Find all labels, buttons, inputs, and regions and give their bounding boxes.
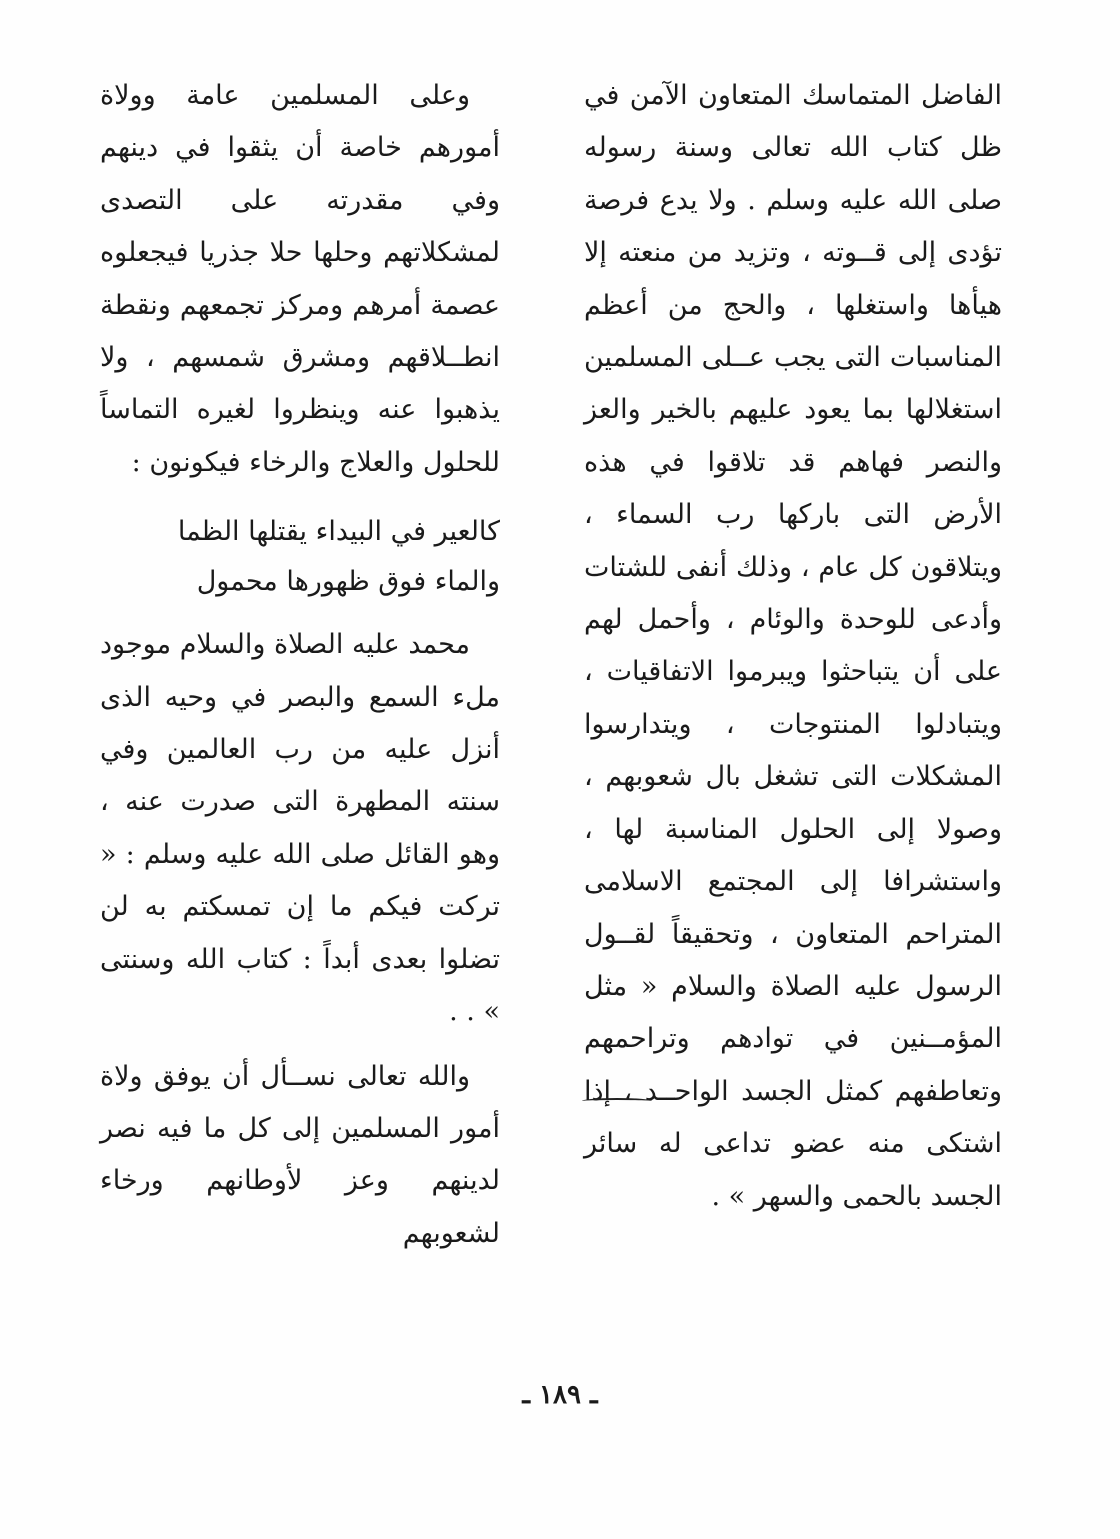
- left-column-paragraph-1: وعلى المسلمين عامة وولاة أمورهم خاصة أن يثقوا في دينهم وفي مقدرته على التصدى لمشكلاتهم وحلها حلا جذريا فيجعلوه عصمة أمرهم ومركز تجمعهم ونقطة انطــلاقهم ومشرق شمسهم ، ولا يذهبوا عنه وينظروا لغيره التماساً للحلول والعلاج والرخاء فيكونون :: [100, 80, 500, 478]
- poem-line-1: كالعير في البيداء يقتلها الظما: [177, 516, 500, 548]
- left-column-paragraph-2: محمد عليه الصلاة والسلام موجود ملء السمع والبصر في وحيه الذى أنزل عليه من رب العالمين وفي سنته المطهرة التى صدرت عنه ، وهو القائل صلى الله عليه وسلم : « تركت فيكم ما إن تمسكتم به لن تضلوا بعدى أبداً : كتاب الله وسنتى » . .: [100, 629, 500, 1028]
- right-text-column: [584, 70, 1002, 1223]
- page-number: ـ ١٨٩ ـ: [522, 1380, 598, 1410]
- left-column-paragraph-3: والله تعالى نســأل أن يوفق ولاة أمور المسلمين إلى كل ما فيه نصر لدينهم وعز لأوطانهم ورخاء لشعوبهم: [100, 1060, 500, 1249]
- poem-line-2: والماء فوق ظهورها محمول: [196, 566, 500, 598]
- margin-pen-mark: [582, 1098, 652, 1104]
- right-column-paragraph: الفاضل المتماسك المتعاون الآمن في ظل كتاب الله تعالى وسنة رسوله صلى الله عليه وسلم . ولا يدع فرصة تؤدى إلى قــوته ، وتزيد من منعته إلا هيأها واستغلها ، والحج من أعظم المناسبات التى يجب عــلى المسلمين استغلالها بما يعود عليهم بالخير والعز والنصر فهاهم قد تلاقوا في هذه الأرض التى باركها رب السماء ، ويتلاقون كل عام ، وذلك أنفى للشتات وأدعى للوحدة والوئام ، وأحمل لهم على أن يتباحثوا ويبرموا الاتفاقيات ، ويتبادلوا المنتوجات ، ويتدارسوا المشكلات التى تشغل بال شعوبهم ، وصولا إلى الحلول المناسبة لها ، واستشرافا إلى المجتمع الاسلامى المتراحم المتعاون ، وتحقيقاً لقــول الرسول عليه الصلاة والسلام « مثل المؤمــنين في توادهم وتراحمهم وتعاطفهم كمثل الجسد الواحــد ، إذا اشتكى منه عضو تداعى له سائر الجسد بالحمى والسهر » .: [584, 80, 1002, 1212]
- left-text-column: [100, 70, 500, 1260]
- poem-verse: [100, 507, 500, 607]
